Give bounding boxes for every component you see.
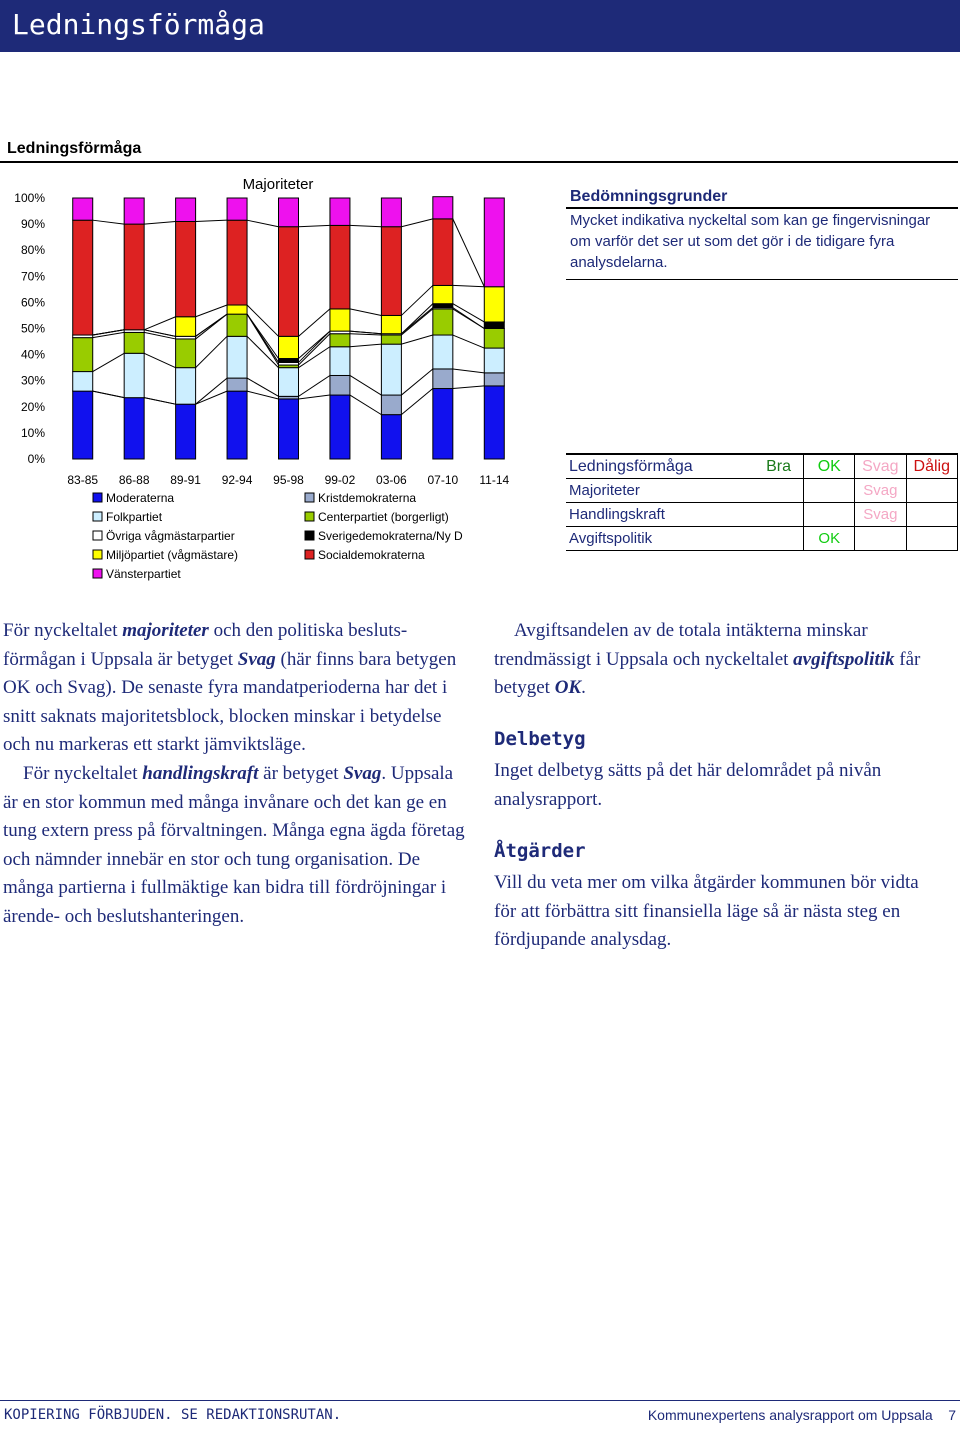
bar-segment xyxy=(330,198,350,225)
bar-segment xyxy=(176,198,196,221)
grade-row-majoriteter xyxy=(566,479,958,503)
series-connector-line xyxy=(299,375,330,396)
x-tick-label: 89-91 xyxy=(170,473,201,487)
grade-scale-svag: Svag xyxy=(855,454,906,479)
section-divider xyxy=(0,161,958,163)
series-connector-line xyxy=(350,334,381,335)
grade-row-label: Handlingskraft xyxy=(566,503,754,527)
footer-copyright: KOPIERING FÖRBJUDEN. SE REDAKTIONSRUTAN. xyxy=(4,1407,342,1423)
y-tick-label: 70% xyxy=(20,269,45,284)
series-connector-line xyxy=(247,220,278,227)
bar-segment xyxy=(73,220,93,335)
grade-value: Svag xyxy=(855,503,906,527)
y-tick-label: 40% xyxy=(20,347,45,362)
series-connector-line xyxy=(350,344,381,347)
bar-segment xyxy=(227,198,247,220)
bar-segment xyxy=(176,339,196,368)
series-connector-line xyxy=(401,309,432,335)
y-tick-label: 60% xyxy=(20,295,45,310)
bar-segment xyxy=(381,198,401,227)
x-tick-label: 99-02 xyxy=(324,473,356,487)
y-tick-label: 30% xyxy=(20,373,45,388)
series-connector-line xyxy=(401,219,432,227)
series-connector-line xyxy=(196,378,227,404)
legend-label: Socialdemokraterna xyxy=(318,548,425,562)
page-title: Ledningsförmåga xyxy=(12,8,265,41)
bar-segment xyxy=(381,344,401,395)
y-tick-label: 90% xyxy=(20,217,45,232)
series-connector-line xyxy=(144,353,175,367)
series-connector-line xyxy=(401,335,432,344)
criteria-heading: Bedömningsgrunder xyxy=(570,188,728,205)
paragraph-majoriteter: För nyckeltalet majoriteter och den politiska beslutsförmågan i Uppsala är betyget Svag (här finns bara betygen OK och Svag). De senaste fyra mandatperioderna har det i snitt saknats majoritetsblock, blocken minskar i betydelse och nu markeras ett starkt jämviktsläge. xyxy=(3,620,457,756)
bar-segment xyxy=(330,395,350,459)
bar-segment xyxy=(330,375,350,395)
legend-swatch xyxy=(305,550,314,559)
bar-segment xyxy=(433,285,453,303)
legend-swatch xyxy=(305,493,314,502)
bar-segment xyxy=(330,347,350,376)
bar-segment xyxy=(484,329,504,349)
grades-header-row xyxy=(566,454,958,479)
y-tick-label: 10% xyxy=(20,425,45,440)
bar-segment xyxy=(330,334,350,347)
series-connector-line xyxy=(453,308,484,329)
legend-swatch xyxy=(305,531,314,540)
series-connector-line xyxy=(93,353,124,371)
y-tick-label: 80% xyxy=(20,243,45,258)
bar-segment xyxy=(330,225,350,309)
header-banner xyxy=(0,0,960,52)
bar-segment xyxy=(124,398,144,459)
series-connector-line xyxy=(401,304,432,334)
series-connector-line xyxy=(93,391,124,398)
bar-segment xyxy=(124,224,144,330)
bar-segment xyxy=(433,369,453,389)
grade-scale-dalig: Dålig xyxy=(906,454,957,479)
bar-segment xyxy=(484,322,504,329)
bar-segment xyxy=(227,391,247,459)
bar-segment xyxy=(227,305,247,314)
legend-swatch xyxy=(93,493,102,502)
grades-table xyxy=(566,453,958,551)
series-connector-line xyxy=(299,331,330,358)
series-connector-line xyxy=(453,285,484,286)
legend-swatch xyxy=(305,512,314,521)
grade-value: Svag xyxy=(855,479,906,503)
bar-segment xyxy=(279,198,299,227)
page-number: 7 xyxy=(948,1407,956,1423)
series-connector-line xyxy=(196,391,227,404)
footer-publication xyxy=(648,1407,956,1423)
legend-label: Miljöpartiet (vågmästare) xyxy=(106,548,239,562)
bar-segment xyxy=(433,389,453,459)
bar-segment xyxy=(381,415,401,459)
bar-segment xyxy=(176,221,196,316)
x-tick-label: 95-98 xyxy=(273,473,304,487)
legend-swatch xyxy=(93,550,102,559)
bar-segment xyxy=(73,198,93,220)
grade-scale-bra: Bra xyxy=(754,454,804,479)
legend-label: Vänsterpartiet xyxy=(106,567,181,581)
bar-segment xyxy=(279,399,299,459)
y-tick-label: 50% xyxy=(20,321,45,336)
series-connector-line xyxy=(350,225,381,226)
series-connector-line xyxy=(401,369,432,395)
bar-segment xyxy=(279,336,299,358)
footer-title: Kommunexpertens analysrapport om Uppsala xyxy=(647,1407,933,1423)
y-tick-label: 0% xyxy=(27,452,45,466)
grades-title: Ledningsförmåga xyxy=(566,454,754,479)
section-title: Ledningsförmåga xyxy=(7,140,142,157)
y-tick-label: 100% xyxy=(14,191,45,205)
bar-segment xyxy=(484,348,504,373)
series-connector-line xyxy=(144,398,175,405)
footer-divider xyxy=(0,1400,960,1401)
series-connector-line xyxy=(350,375,381,395)
grade-row-avgiftspolitik xyxy=(566,527,958,551)
legend-label: Moderaterna xyxy=(106,491,175,505)
series-connector-line xyxy=(247,378,278,396)
series-connector-line xyxy=(453,369,484,373)
grade-row-label: Avgiftspolitik xyxy=(566,527,754,551)
bar-segment xyxy=(381,395,401,415)
grade-scale-ok: OK xyxy=(804,454,855,479)
y-tick-label: 20% xyxy=(20,399,45,414)
series-connector-line xyxy=(299,225,330,226)
series-connector-line xyxy=(453,335,484,348)
paragraph-delbetyg: Inget delbetyg sätts på det här delområdet på nivån analysrapport. xyxy=(494,760,882,810)
bar-segment xyxy=(330,309,350,331)
series-connector-line xyxy=(93,330,124,335)
series-connector-line xyxy=(196,336,227,367)
bar-segment xyxy=(279,359,299,363)
body-column-left xyxy=(3,617,471,932)
series-connector-line xyxy=(196,314,227,336)
grade-row-label: Majoriteter xyxy=(566,479,754,503)
series-connector-line xyxy=(93,332,124,337)
bar-segment xyxy=(227,314,247,336)
legend-swatch xyxy=(93,569,102,578)
bar-segment xyxy=(227,378,247,391)
x-tick-label: 86-88 xyxy=(118,473,150,487)
heading-atgarder: Åtgärder xyxy=(494,839,586,862)
x-tick-label: 07-10 xyxy=(427,473,459,487)
x-tick-label: 11-14 xyxy=(479,473,510,487)
bar-segment xyxy=(433,304,453,308)
bar-segment xyxy=(73,372,93,392)
x-tick-label: 92-94 xyxy=(221,473,253,487)
bar-segment xyxy=(381,335,401,344)
bar-segment xyxy=(433,309,453,335)
bar-segment xyxy=(433,197,453,219)
bar-segment xyxy=(484,287,504,322)
grade-row-handlingskraft xyxy=(566,503,958,527)
bar-segment xyxy=(176,317,196,337)
series-connector-line xyxy=(247,391,278,399)
series-connector-line xyxy=(144,317,175,330)
series-connector-line xyxy=(196,220,227,221)
x-tick-label: 83-85 xyxy=(67,473,99,487)
bar-segment xyxy=(124,353,144,397)
series-connector-line xyxy=(453,386,484,389)
series-connector-line xyxy=(144,221,175,224)
series-connector-line xyxy=(299,309,330,336)
series-connector-line xyxy=(350,395,381,415)
series-connector-line xyxy=(196,305,227,317)
series-connector-line xyxy=(453,219,484,287)
criteria-top-rule xyxy=(566,207,958,209)
legend-label: Kristdemokraterna xyxy=(318,491,417,505)
bar-segment xyxy=(381,227,401,316)
bar-segment xyxy=(279,227,299,337)
series-connector-line xyxy=(299,395,330,399)
legend-label: Övriga vågmästarpartier xyxy=(106,529,235,543)
x-tick-label: 03-06 xyxy=(376,473,407,487)
series-connector-line xyxy=(350,331,381,334)
bar-segment xyxy=(124,332,144,353)
majoriteter-chart xyxy=(0,165,560,590)
paragraph-atgarder: Vill du veta mer om vilka åtgärder kommunen bör vidta för att förbättra sitt finansiella läge så är nästa steg en fördjupande analysdag. xyxy=(494,872,919,951)
bar-segment xyxy=(227,336,247,378)
bar-segment xyxy=(433,335,453,369)
grade-value: OK xyxy=(804,527,855,551)
legend-label: Folkpartiet xyxy=(106,510,163,524)
series-connector-line xyxy=(93,220,124,224)
bar-segment xyxy=(484,198,504,287)
bar-segment xyxy=(484,373,504,386)
series-connector-line xyxy=(350,309,381,316)
bar-segment xyxy=(176,368,196,405)
bar-segment xyxy=(124,198,144,224)
bar-segment xyxy=(73,338,93,372)
bar-segment xyxy=(279,368,299,397)
criteria-bottom-rule xyxy=(566,279,958,280)
legend-swatch xyxy=(93,512,102,521)
bar-segment xyxy=(227,220,247,305)
bar-segment xyxy=(176,404,196,459)
bar-segment xyxy=(381,315,401,333)
bar-segment xyxy=(433,219,453,286)
paragraph-handlingskraft: För nyckeltalet handlingskraft är betyget Svag. Uppsala är en stor kommun med många invånare och det kan ge en tung extern press på förvaltningen. Många egna ägda företag och nämnder innebär en stor och tung organisation. De många partierna i fullmäktige kan bidra till fördröjningar i ärende- och beslutshanteringen. xyxy=(3,762,465,927)
criteria-text: Mycket indikativa nyckeltal som kan ge fingervisningar om varför det ser ut som det gör i de tidigare fyra analysdelarna. xyxy=(570,212,931,271)
legend-label: Centerpartiet (borgerligt) xyxy=(318,510,449,524)
paragraph-avgiftspolitik: Avgiftsandelen av de totala intäkterna minskar trendmässigt i Uppsala och nyckeltalet avgiftspolitik får betyget OK. xyxy=(494,620,921,699)
legend-label: Sverigedemokraterna/Ny D xyxy=(318,529,463,543)
heading-delbetyg: Delbetyg xyxy=(494,727,586,750)
legend-swatch xyxy=(93,531,102,540)
chart-title: Majoriteter xyxy=(242,176,314,193)
bar-segment xyxy=(484,386,504,459)
body-column-right xyxy=(494,617,934,955)
series-connector-line xyxy=(401,389,432,415)
bar-segment xyxy=(73,391,93,459)
